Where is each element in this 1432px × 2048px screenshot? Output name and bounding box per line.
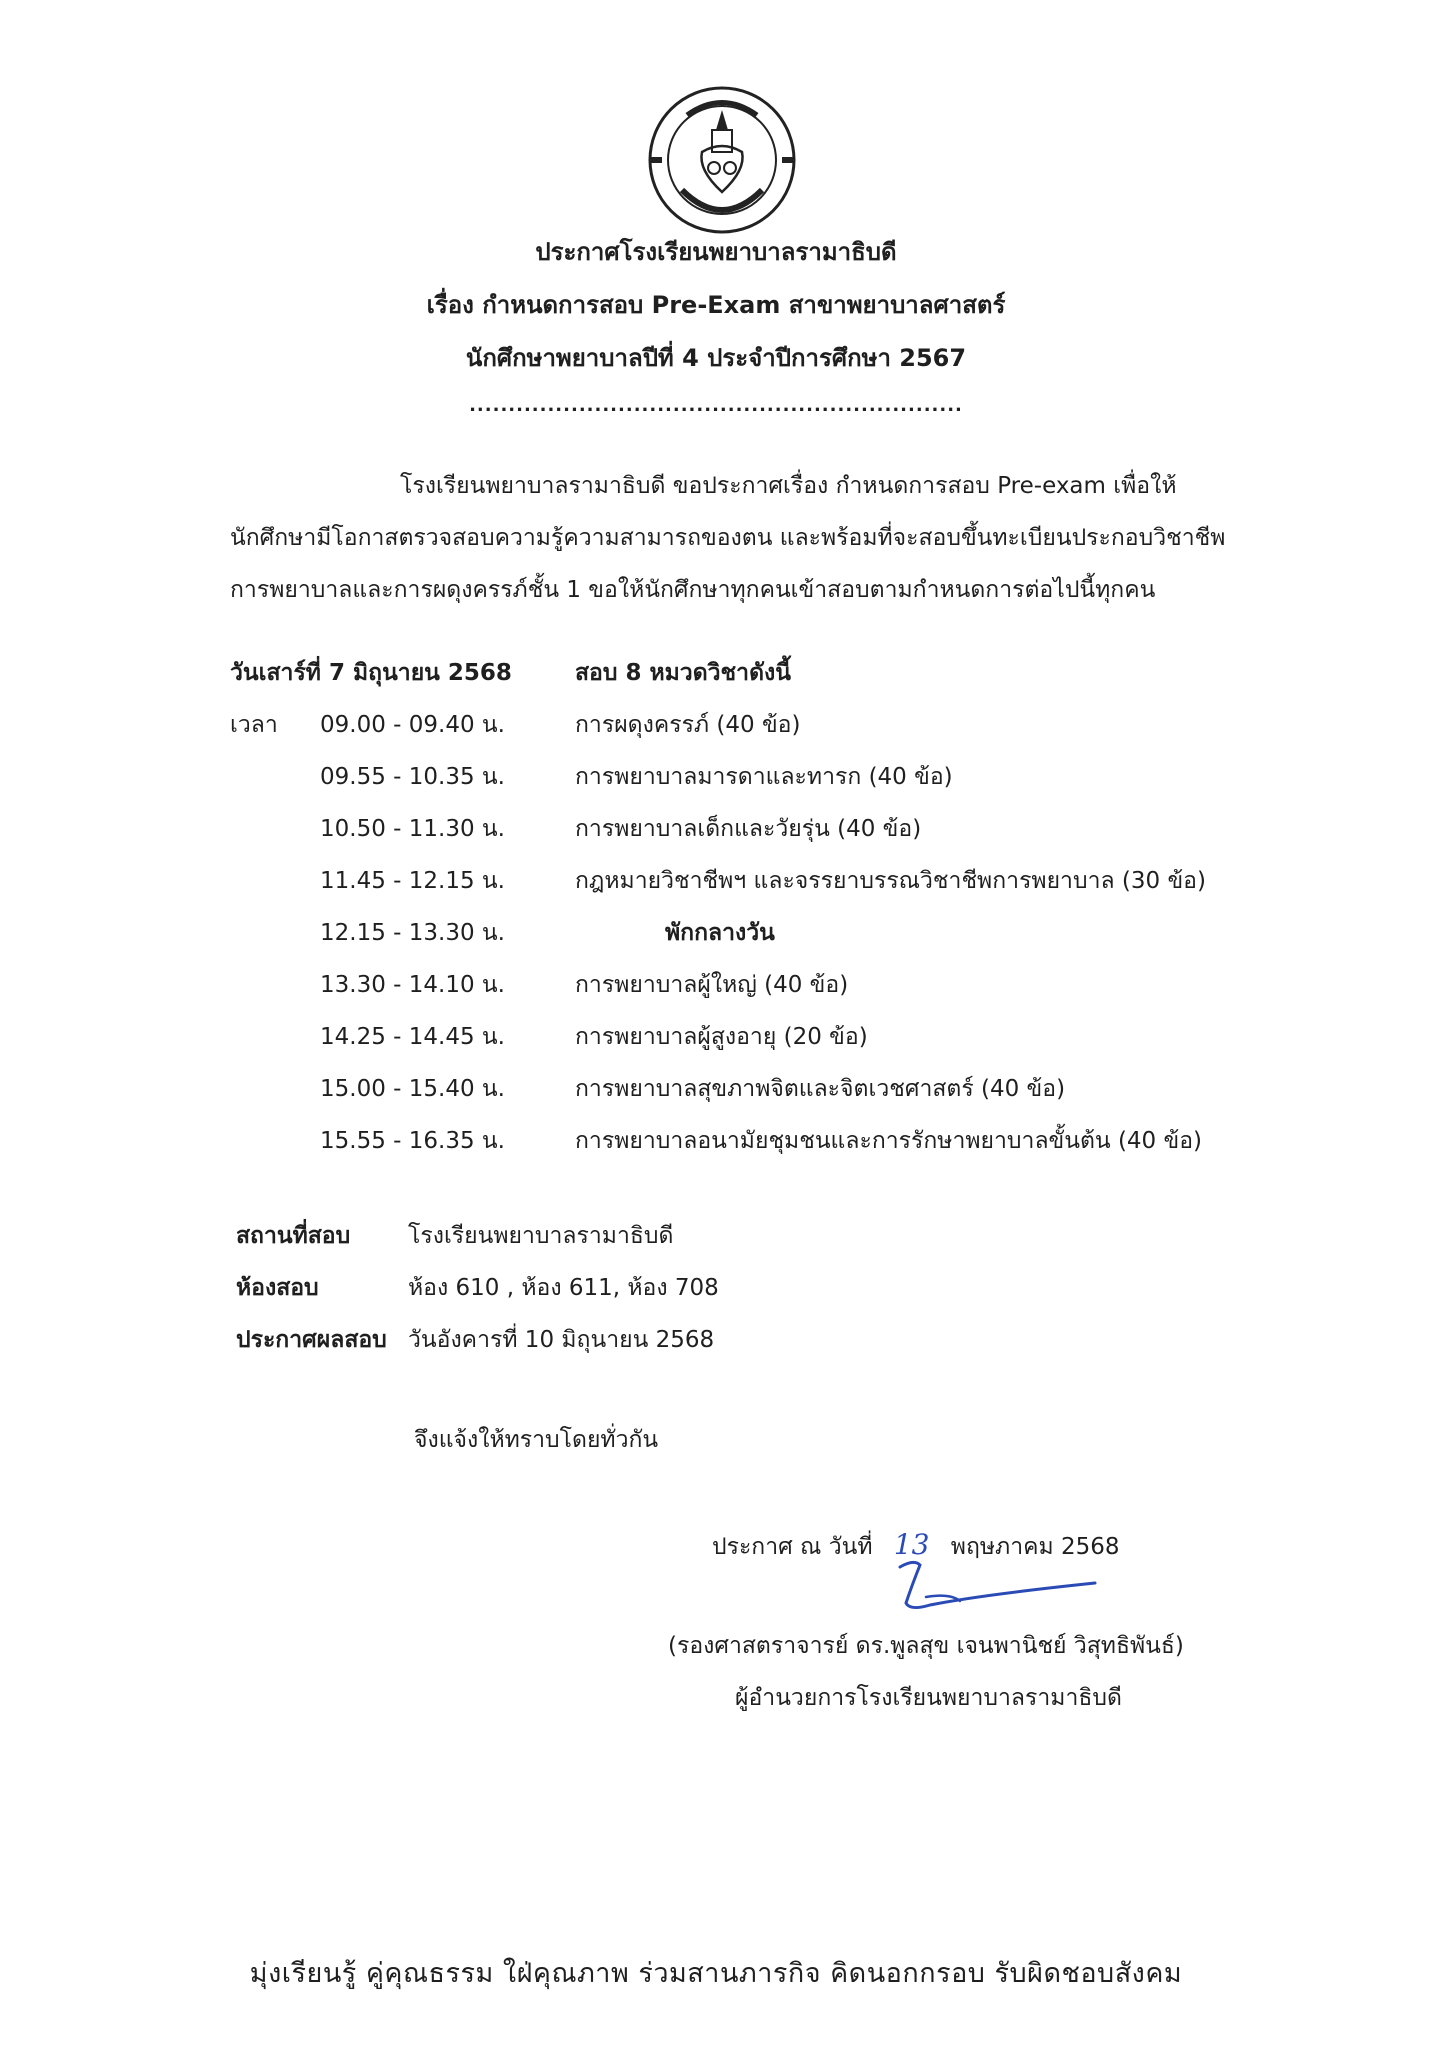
schedule-row-time: 10.50 - 11.30 น. <box>320 816 505 842</box>
room-label: ห้องสอบ <box>236 1275 319 1301</box>
signatory-name: (รองศาสตราจารย์ ดร.พูลสุข เจนพานิชย์ วิสุทธิพันธ์) <box>668 1633 1184 1659</box>
intro-line-3: การพยาบาลและการผดุงครรภ์ชั้น 1 ขอให้นักศึกษาทุกคนเข้าสอบตามกำหนดการต่อไปนี้ทุกคน <box>230 577 1156 603</box>
title-line-2: เรื่อง กำหนดการสอบ Pre-Exam สาขาพยาบาลศาสตร์ <box>426 291 1006 319</box>
venue-value: โรงเรียนพยาบาลรามาธิบดี <box>408 1223 674 1249</box>
announce-suffix: พฤษภาคม 2568 <box>950 1534 1120 1560</box>
schedule-row-subject: การผดุงครรภ์ (40 ข้อ) <box>575 712 801 738</box>
schedule-row-subject: การพยาบาลสุขภาพจิตและจิตเวชศาสตร์ (40 ข้อ) <box>575 1076 1066 1102</box>
room-value: ห้อง 610 , ห้อง 611, ห้อง 708 <box>408 1275 719 1301</box>
signature-image <box>890 1555 1110 1625</box>
closing-text: จึงแจ้งให้ทราบโดยทั่วกัน <box>414 1427 659 1453</box>
announce-day-handwritten: 13 <box>893 1528 930 1561</box>
title-divider: ............................................................... <box>469 395 963 416</box>
schedule-row-time: 13.30 - 14.10 น. <box>320 972 505 998</box>
footer-motto: มุ่งเรียนรู้ คู่คุณธรรม ใฝ่คุณภาพ ร่วมสานภารกิจ คิดนอกกรอบ รับผิดชอบสังคม <box>249 1958 1183 1989</box>
exam-count: สอบ 8 หมวดวิชาดังนี้ <box>575 660 791 686</box>
venue-label: สถานที่สอบ <box>236 1223 351 1249</box>
schedule-row-subject: การพยาบาลผู้สูงอายุ (20 ข้อ) <box>575 1024 868 1050</box>
title-line-3: นักศึกษาพยาบาลปีที่ 4 ประจำปีการศึกษา 2567 <box>465 344 967 372</box>
schedule-row-subject: การพยาบาลอนามัยชุมชนและการรักษาพยาบาลขั้นต้น (40 ข้อ) <box>575 1128 1203 1154</box>
schedule-row-subject: กฎหมายวิชาชีพฯ และจรรยาบรรณวิชาชีพการพยาบาล (30 ข้อ) <box>575 868 1206 894</box>
school-seal-logo <box>642 80 802 240</box>
schedule-row-time: 15.00 - 15.40 น. <box>320 1076 505 1102</box>
schedule-row-time: 09.00 - 09.40 น. <box>320 712 505 738</box>
result-value: วันอังคารที่ 10 มิถุนายน 2568 <box>408 1327 715 1353</box>
intro-line-1: โรงเรียนพยาบาลรามาธิบดี ขอประกาศเรื่อง กำหนดการสอบ Pre-exam เพื่อให้ <box>400 473 1177 499</box>
schedule-row-subject: การพยาบาลผู้ใหญ่ (40 ข้อ) <box>575 972 849 998</box>
exam-date: วันเสาร์ที่ 7 มิถุนายน 2568 <box>230 660 512 686</box>
schedule-row-time: 09.55 - 10.35 น. <box>320 764 505 790</box>
result-label: ประกาศผลสอบ <box>236 1327 387 1353</box>
schedule-row-subject: การพยาบาลมารดาและทารก (40 ข้อ) <box>575 764 953 790</box>
announce-prefix: ประกาศ ณ วันที่ <box>712 1534 873 1560</box>
intro-line-2: นักศึกษามีโอกาสตรวจสอบความรู้ความสามารถของตน และพร้อมที่จะสอบขึ้นทะเบียนประกอบวิชาชีพ <box>230 525 1226 551</box>
title-line-1: ประกาศโรงเรียนพยาบาลรามาธิบดี <box>535 238 897 266</box>
time-label: เวลา <box>230 712 278 738</box>
schedule-row-subject: การพยาบาลเด็กและวัยรุ่น (40 ข้อ) <box>575 816 922 842</box>
signatory-position: ผู้อำนวยการโรงเรียนพยาบาลรามาธิบดี <box>735 1685 1122 1711</box>
schedule-row-time: 15.55 - 16.35 น. <box>320 1128 505 1154</box>
schedule-row-time: 14.25 - 14.45 น. <box>320 1024 505 1050</box>
lunch-break-label: พักกลางวัน <box>665 920 775 946</box>
schedule-row-time: 11.45 - 12.15 น. <box>320 868 505 894</box>
schedule-row-time: 12.15 - 13.30 น. <box>320 920 505 946</box>
